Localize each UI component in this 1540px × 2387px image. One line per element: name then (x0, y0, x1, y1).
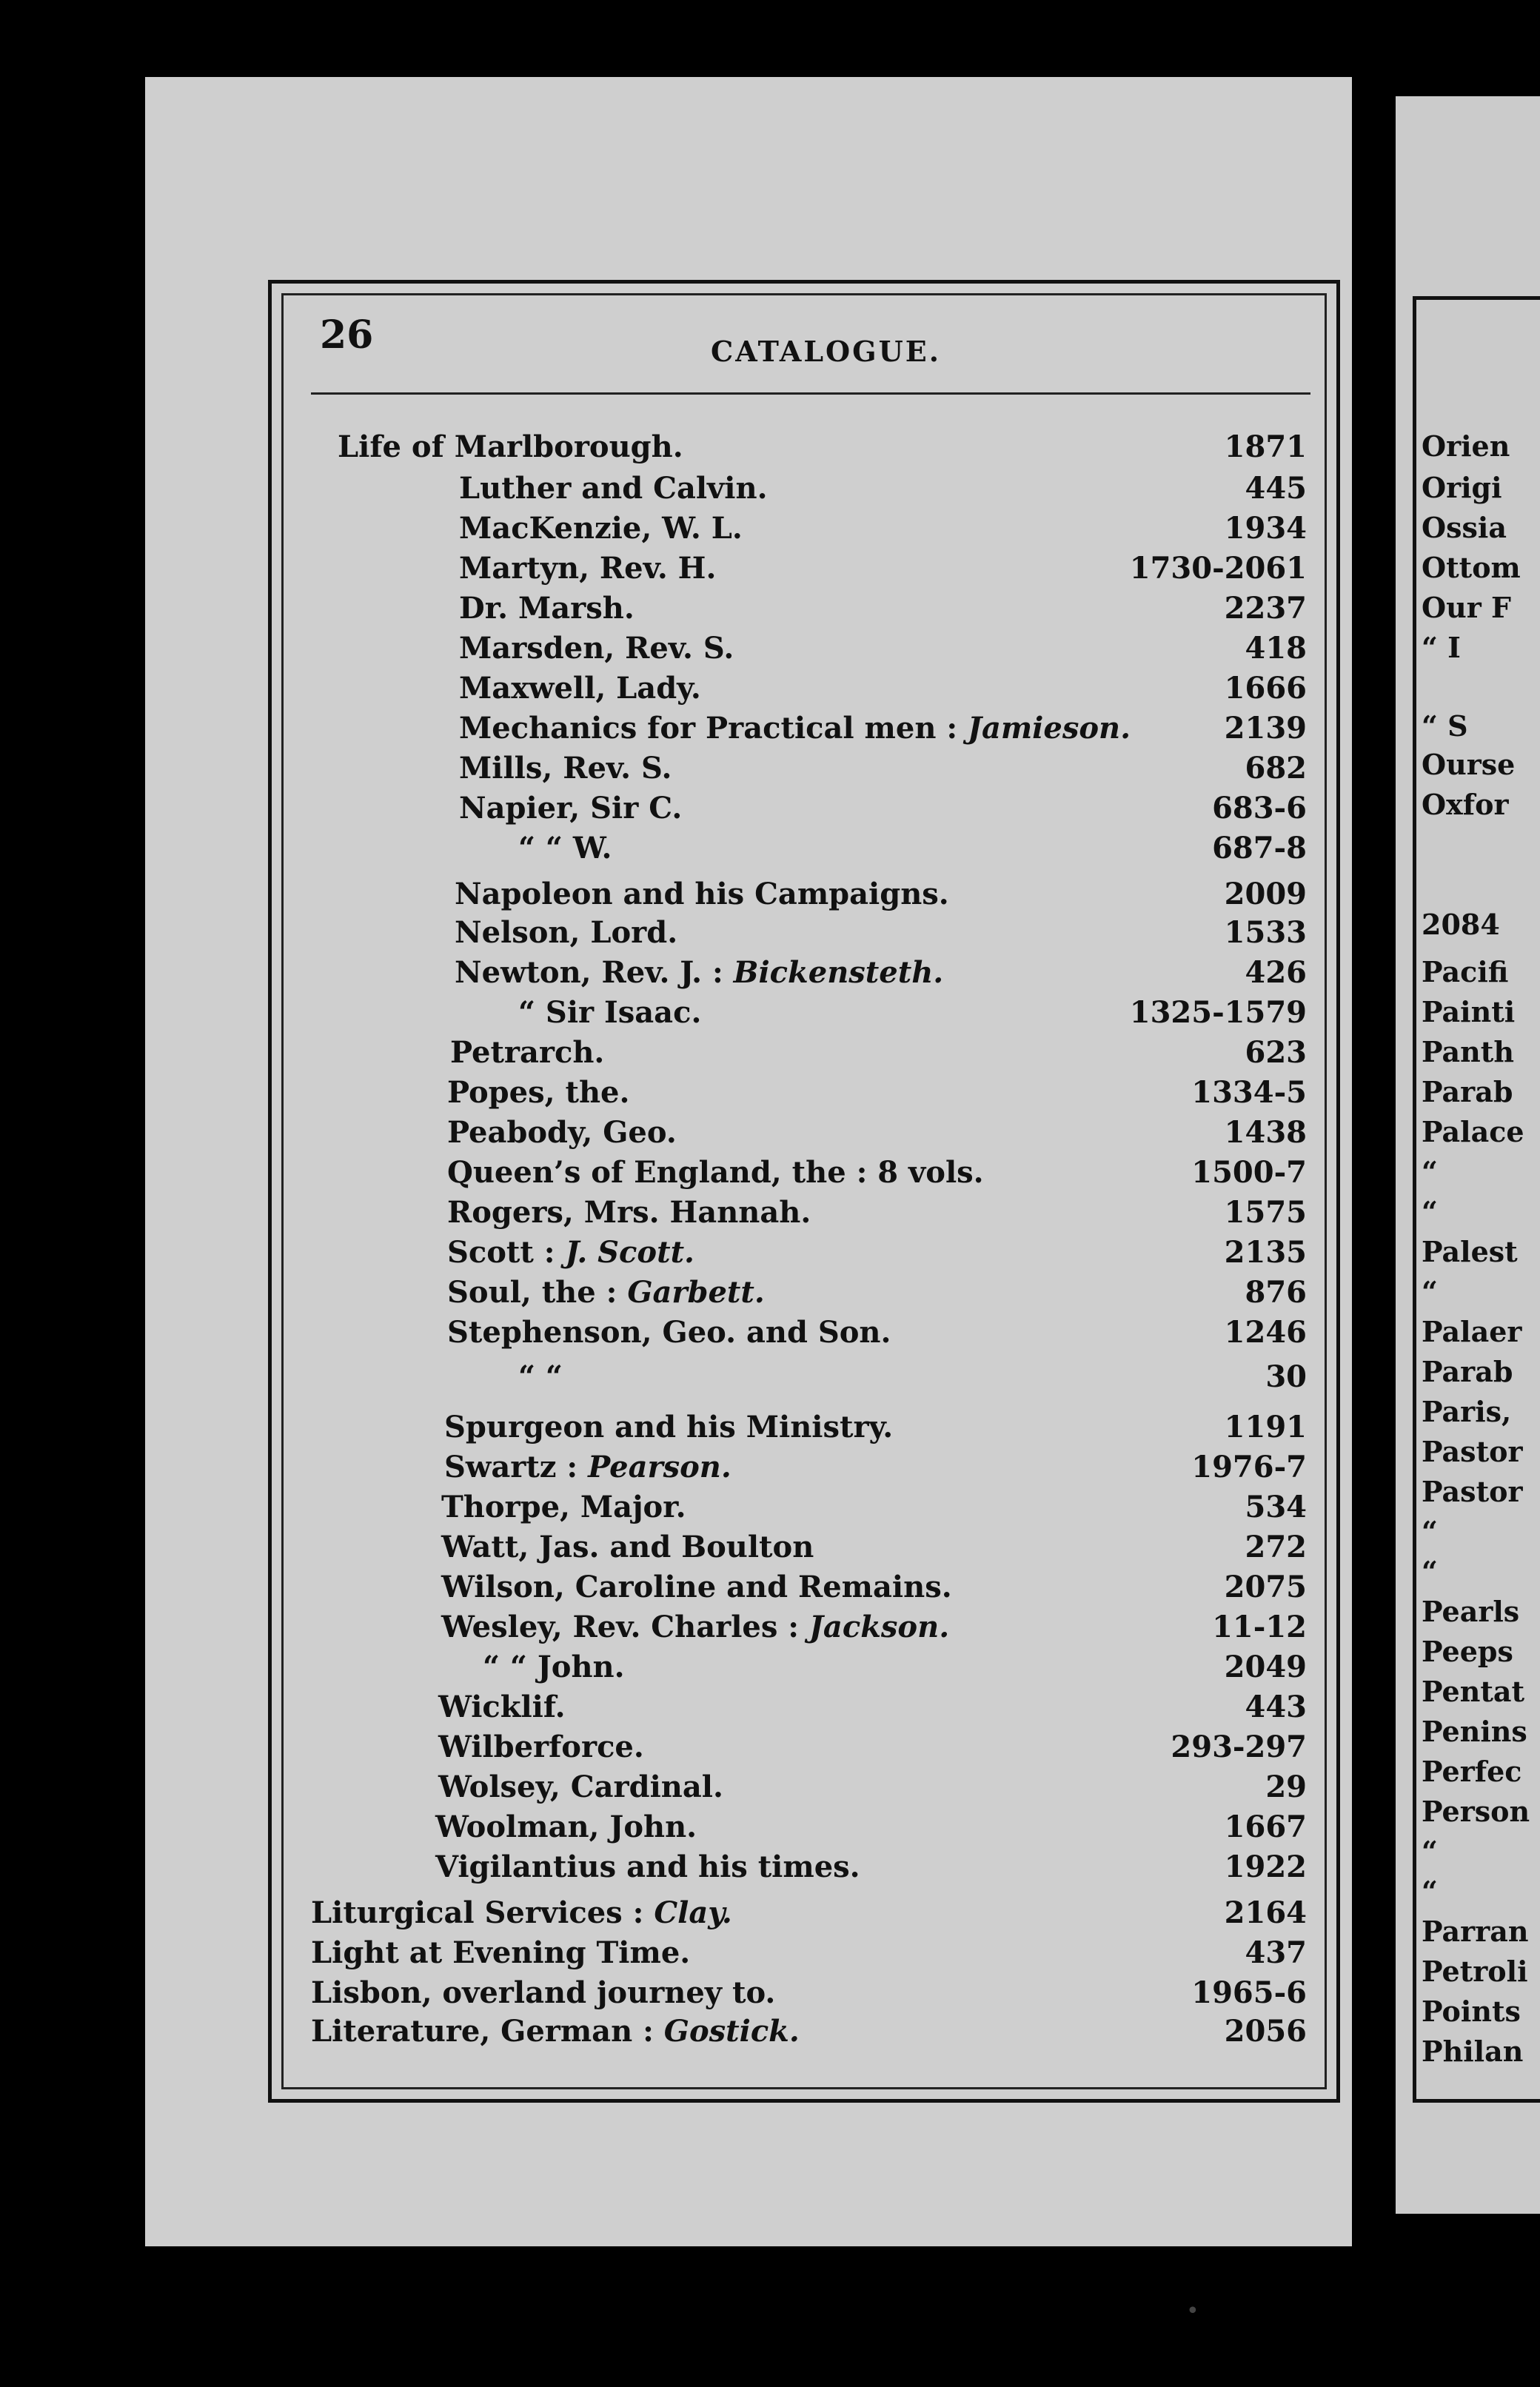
right-page-fragment: 2084 (1422, 908, 1500, 941)
catalogue-entry (0, 1730, 1307, 1771)
catalogue-entry (0, 471, 1307, 512)
entry-title (441, 1570, 952, 1604)
entry-title-text: Wolsey, Cardinal. (438, 1770, 723, 1804)
catalogue-entry (0, 2014, 1307, 2055)
entry-title-text: Vigilantius and his times. (435, 1849, 860, 1884)
entry-title (459, 711, 1131, 746)
right-page-fragment: Ossia (1422, 511, 1507, 544)
entry-title-text: Stephenson, Geo. and Son. (447, 1315, 891, 1350)
entry-title (447, 1315, 891, 1350)
entry-title (459, 551, 716, 586)
right-page-fragment: “ S (1422, 709, 1468, 743)
catalogue-entry (0, 1810, 1307, 1851)
catalogue-entry (0, 1975, 1307, 2017)
catalogue-entry (0, 1690, 1307, 1731)
right-page-fragment: Orien (1422, 429, 1510, 463)
entry-number: 1334-5 (1191, 1075, 1307, 1110)
right-page-fragment: Parran (1422, 1915, 1529, 1948)
entry-author: J. Scott. (565, 1235, 694, 1270)
entry-title (518, 831, 612, 866)
entry-number: 687-8 (1212, 831, 1307, 866)
entry-number: 2009 (1224, 877, 1307, 911)
entry-title (455, 955, 943, 990)
entry-title (441, 1490, 686, 1524)
catalogue-entry (0, 1490, 1307, 1531)
entry-author: Clay. (654, 1895, 732, 1930)
entry-title-text: Newton, Rev. J. : (455, 955, 734, 990)
right-page-fragment: Palaer (1422, 1315, 1522, 1348)
entry-title (447, 1155, 984, 1190)
catalogue-entry (0, 1115, 1307, 1156)
catalogue-entry (0, 1035, 1307, 1077)
stray-mark: • (1186, 2298, 1199, 2324)
entry-number: 683-6 (1212, 791, 1307, 826)
entry-title-text: “ “ (518, 1359, 563, 1394)
right-page-fragment: “ (1422, 1155, 1438, 1188)
entry-number: 1533 (1224, 915, 1307, 950)
right-page-fragment: “ (1422, 1835, 1438, 1868)
right-page-fragment: Ottom (1422, 551, 1521, 584)
entry-title (459, 631, 734, 666)
entry-title-text: Nelson, Lord. (455, 915, 678, 950)
right-page-fragment: Pentat (1422, 1675, 1525, 1708)
entry-title-text: MacKenzie, W. L. (459, 511, 743, 546)
catalogue-entry (0, 1610, 1307, 1651)
catalogue-entry (0, 1895, 1307, 1937)
running-head: CATALOGUE. (711, 335, 941, 368)
entry-title (455, 915, 677, 950)
entry-title (459, 471, 768, 506)
right-page-fragment: Painti (1422, 995, 1516, 1028)
catalogue-entry (0, 591, 1307, 632)
catalogue-entry (0, 1315, 1307, 1356)
entry-number: 1730-2061 (1129, 551, 1307, 586)
entry-title-text: Light at Evening Time. (311, 1935, 691, 1970)
right-page-fragment: Origi (1422, 471, 1502, 504)
entry-title (438, 1690, 566, 1724)
entry-number: 2164 (1224, 1895, 1307, 1930)
right-page-fragment: “ (1422, 1875, 1438, 1908)
entry-number: 293-297 (1171, 1730, 1307, 1764)
catalogue-entry (0, 671, 1307, 712)
right-page-fragment: “ (1422, 1195, 1438, 1228)
entry-title-text: Wicklif. (438, 1690, 566, 1724)
entry-title-text: Wesley, Rev. Charles : (441, 1610, 809, 1644)
entry-number: 426 (1245, 955, 1307, 990)
entry-number: 1871 (1224, 429, 1307, 464)
right-page-fragment: Our F (1422, 591, 1511, 624)
entry-number: 445 (1245, 471, 1307, 506)
entry-title (444, 1450, 732, 1484)
right-page-fragment: “ (1422, 1275, 1438, 1308)
catalogue-entry (0, 1570, 1307, 1611)
entry-author: Garbett. (627, 1275, 765, 1310)
catalogue-entry (0, 1530, 1307, 1571)
entry-title-text: Liturgical Services : (311, 1895, 654, 1930)
entry-title (459, 791, 682, 826)
right-page-fragment: Pastor (1422, 1475, 1523, 1508)
right-page-fragment: Petroli (1422, 1955, 1528, 1988)
catalogue-entry (0, 915, 1307, 957)
entry-number: 1934 (1224, 511, 1307, 546)
entry-number: 1922 (1224, 1849, 1307, 1884)
entry-number: 1976-7 (1191, 1450, 1307, 1484)
right-page-fragment: Oxfor (1422, 788, 1509, 821)
entry-title-text: Thorpe, Major. (441, 1490, 686, 1524)
entry-title-text: Rogers, Mrs. Hannah. (447, 1195, 811, 1230)
entry-number: 1575 (1224, 1195, 1307, 1230)
catalogue-entry (0, 511, 1307, 552)
entry-number: 418 (1245, 631, 1307, 666)
entry-title (450, 1035, 604, 1070)
entry-title-text: Maxwell, Lady. (459, 671, 701, 706)
entry-author: Bickensteth. (733, 955, 944, 990)
entry-title-text: Mills, Rev. S. (459, 751, 672, 786)
entry-title-text: Mechanics for Practical men : (459, 711, 968, 746)
page-number: 26 (320, 312, 374, 358)
catalogue-entry (0, 1849, 1307, 1891)
entry-title-text: Napoleon and his Campaigns. (455, 877, 949, 911)
entry-number: 443 (1245, 1690, 1307, 1724)
entry-title (459, 751, 672, 786)
entry-author: Jamieson. (968, 711, 1131, 746)
right-page-fragment: Philan (1422, 2035, 1524, 2068)
entry-number: 11-12 (1212, 1610, 1307, 1644)
right-page-fragment: Person (1422, 1795, 1530, 1828)
catalogue-entry (0, 751, 1307, 792)
entry-title (459, 671, 701, 706)
entry-title (435, 1849, 860, 1884)
entry-title-text: Wilberforce. (438, 1730, 644, 1764)
entry-title-text: Marsden, Rev. S. (459, 631, 734, 666)
catalogue-entry (0, 711, 1307, 752)
right-page-fragment: Parab (1422, 1075, 1513, 1108)
entry-number: 1246 (1224, 1315, 1307, 1350)
entry-title (447, 1115, 677, 1150)
right-page-fragment: Pacifi (1422, 955, 1509, 988)
right-page-fragment: Peeps (1422, 1635, 1513, 1668)
right-page-fragment: Ourse (1422, 748, 1516, 781)
entry-number: 1500-7 (1191, 1155, 1307, 1190)
entry-title-text: Woolman, John. (435, 1810, 697, 1844)
entry-title-text: Petrarch. (450, 1035, 605, 1070)
catalogue-entry (0, 1650, 1307, 1691)
entry-number: 534 (1245, 1490, 1307, 1524)
entry-number: 2049 (1224, 1650, 1307, 1684)
right-page-fragment: “ I (1422, 631, 1461, 664)
entry-number: 272 (1245, 1530, 1307, 1564)
entry-title (338, 429, 683, 464)
entry-title-text: Peabody, Geo. (447, 1115, 677, 1150)
entry-number: 30 (1265, 1359, 1307, 1394)
entry-title-text: “ “ John. (483, 1650, 625, 1684)
entry-title-text: Swartz : (444, 1450, 589, 1484)
entry-title-text: Lisbon, overland journey to. (311, 1975, 776, 2010)
catalogue-entry (0, 1195, 1307, 1236)
entry-title-text: Dr. Marsh. (459, 591, 635, 626)
right-page-fragment: Points (1422, 1995, 1521, 2028)
entry-number: 623 (1245, 1035, 1307, 1070)
right-page-fragment: Palace (1422, 1115, 1524, 1148)
entry-title-text: Life of Marlborough. (338, 429, 683, 464)
entry-number: 2237 (1224, 591, 1307, 626)
entry-title (311, 1975, 775, 2010)
entry-title (447, 1235, 694, 1270)
entry-title-text: Queen’s of England, the : 8 vols. (447, 1155, 984, 1190)
entry-title (447, 1275, 765, 1310)
entry-number: 1666 (1224, 671, 1307, 706)
entry-number: 1325-1579 (1129, 995, 1307, 1030)
entry-title-text: Martyn, Rev. H. (459, 551, 717, 586)
right-page-fragment: Perfec (1422, 1755, 1522, 1788)
catalogue-entry (0, 995, 1307, 1037)
entry-title (311, 2014, 800, 2049)
entry-title (455, 877, 949, 911)
entry-title (441, 1530, 814, 1564)
entry-title (518, 1359, 563, 1394)
entry-number: 682 (1245, 751, 1307, 786)
right-page-fragment: “ (1422, 1555, 1438, 1588)
entry-title (441, 1610, 949, 1644)
entry-number: 2139 (1224, 711, 1307, 746)
entry-number: 2056 (1224, 2014, 1307, 2049)
entry-title-text: Soul, the : (447, 1275, 628, 1310)
entry-title-text: Popes, the. (447, 1075, 630, 1110)
right-page-fragment: Penins (1422, 1715, 1527, 1748)
entry-title (435, 1810, 697, 1844)
entry-number: 876 (1245, 1275, 1307, 1310)
catalogue-entry (0, 831, 1307, 872)
entry-title (459, 511, 743, 546)
catalogue-entry (0, 955, 1307, 997)
right-page-fragment: Panth (1422, 1035, 1514, 1068)
entry-title (483, 1650, 625, 1684)
entry-title-text: Napier, Sir C. (459, 791, 683, 826)
entry-title (311, 1935, 690, 1970)
right-page-fragment: Parab (1422, 1355, 1513, 1388)
entry-title (447, 1075, 629, 1110)
entry-number: 29 (1265, 1770, 1307, 1804)
entry-title (459, 591, 635, 626)
entry-title-text: “ Sir Isaac. (518, 995, 702, 1030)
right-page-fragment: Palest (1422, 1235, 1518, 1268)
catalogue-entry (0, 1450, 1307, 1491)
entry-title-text: Luther and Calvin. (459, 471, 768, 506)
right-page-fragment: Paris, (1422, 1395, 1512, 1428)
entry-title (518, 995, 701, 1030)
catalogue-entry (0, 1275, 1307, 1316)
catalogue-entry (0, 1410, 1307, 1451)
entry-number: 2075 (1224, 1570, 1307, 1604)
entry-number: 1667 (1224, 1810, 1307, 1844)
entry-title-text: Wilson, Caroline and Remains. (441, 1570, 952, 1604)
right-page-fragment: Pastor (1422, 1435, 1523, 1468)
entry-title-text: Watt, Jas. and Boulton (441, 1530, 814, 1564)
catalogue-entry (0, 1770, 1307, 1811)
entry-title-text: “ “ W. (518, 831, 612, 866)
entry-author: Pearson. (588, 1450, 732, 1484)
catalogue-entry (0, 877, 1307, 918)
entry-number: 437 (1245, 1935, 1307, 1970)
entry-title-text: Spurgeon and his Ministry. (444, 1410, 894, 1444)
right-page-fragment: Pearls (1422, 1595, 1520, 1628)
catalogue-entry (0, 551, 1307, 592)
right-page-fragment: “ (1422, 1515, 1438, 1548)
entry-title-text: Scott : (447, 1235, 566, 1270)
entry-number: 1965-6 (1191, 1975, 1307, 2010)
entry-number: 1438 (1224, 1115, 1307, 1150)
entry-title (438, 1730, 644, 1764)
catalogue-entry (0, 1235, 1307, 1276)
entry-title (311, 1895, 732, 1930)
catalogue-entry (0, 1935, 1307, 1977)
entry-title (447, 1195, 811, 1230)
catalogue-entry (0, 791, 1307, 832)
entry-title (444, 1410, 893, 1444)
entry-author: Gostick. (663, 2014, 800, 2049)
catalogue-entry (0, 1075, 1307, 1116)
entry-author: Jackson. (809, 1610, 950, 1644)
entry-number: 1191 (1224, 1410, 1307, 1444)
entry-number: 2135 (1224, 1235, 1307, 1270)
entry-title-text: Literature, German : (311, 2014, 664, 2049)
entry-title (438, 1770, 723, 1804)
catalogue-entry (0, 631, 1307, 672)
catalogue-entry (0, 429, 1307, 471)
catalogue-entry (0, 1155, 1307, 1196)
catalogue-entry (0, 1359, 1307, 1401)
